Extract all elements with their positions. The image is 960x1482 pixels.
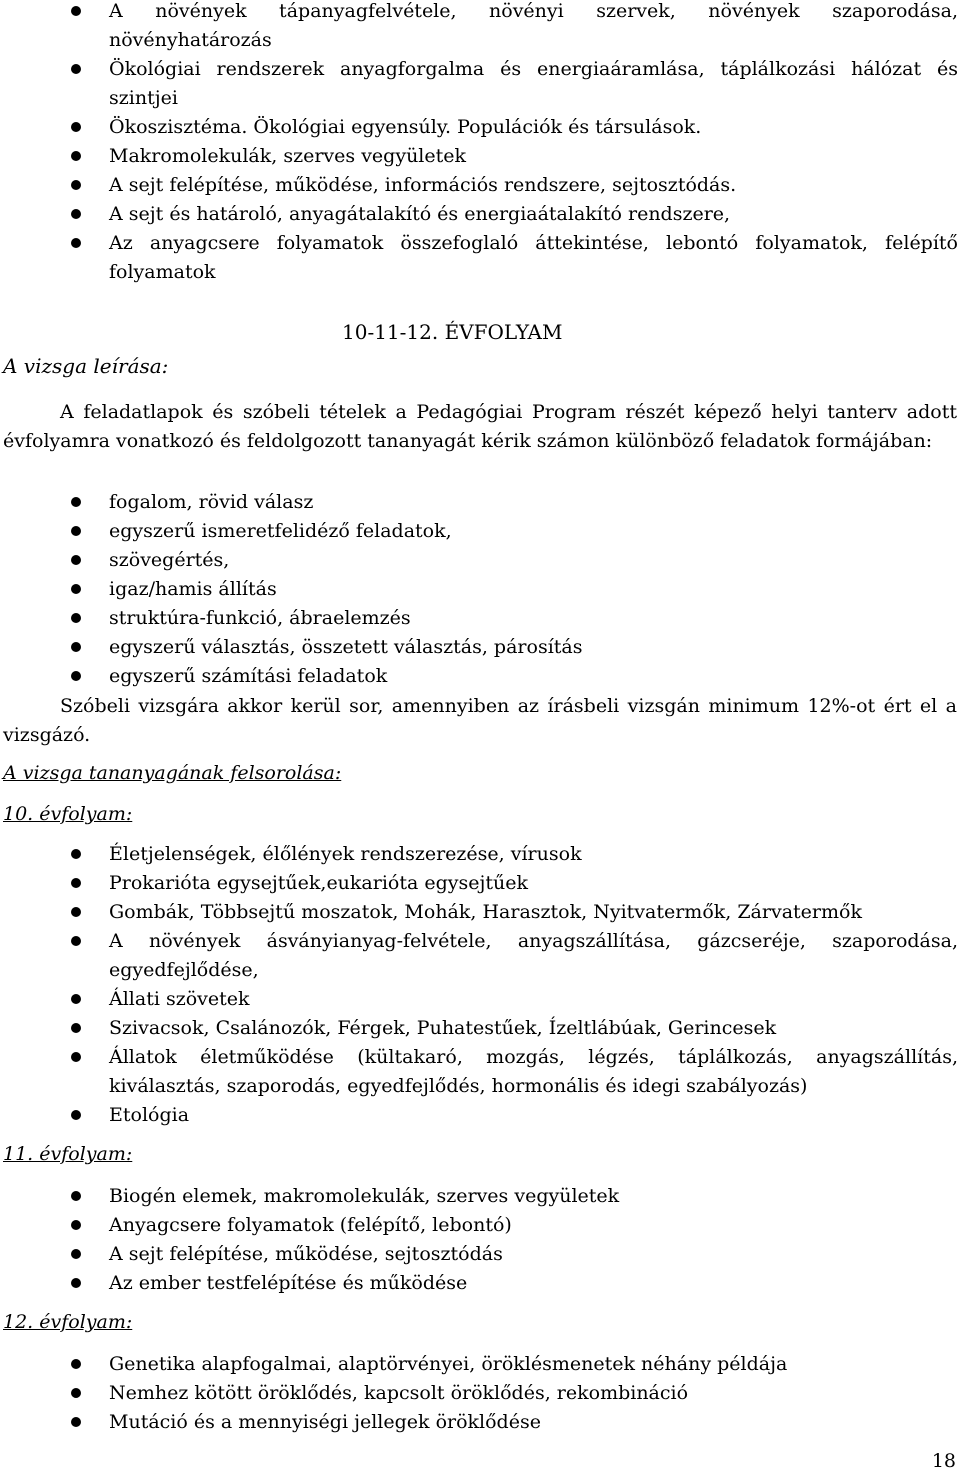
bullet-icon <box>71 151 81 161</box>
list-item-text: Anyagcsere folyamatok (felépítő, lebontó) <box>109 1214 512 1236</box>
bullet-icon <box>71 1249 81 1259</box>
list-item-text: Gombák, Többsejtű moszatok, Mohák, Harasztok, Nyitvatermők, Zárvatermők <box>109 901 862 923</box>
bullet-icon <box>71 1191 81 1201</box>
bullet-icon <box>71 613 81 623</box>
list-item-text: Az ember testfelépítése és működése <box>109 1272 468 1294</box>
bullet-icon <box>71 238 81 248</box>
grade-11-label: 11. évfolyam: <box>3 1143 133 1165</box>
list-item <box>0 1101 960 1130</box>
bullet-icon <box>71 994 81 1004</box>
bullet-icon <box>71 1359 81 1369</box>
list-item-text: fogalom, rövid válasz <box>109 491 314 513</box>
list-item <box>0 0 960 55</box>
bullet-icon <box>71 1417 81 1427</box>
list-item-text: igaz/hamis állítás <box>109 578 277 600</box>
list-item <box>0 575 960 604</box>
bullet-icon <box>71 526 81 536</box>
list-item <box>0 55 960 113</box>
intro-paragraph: A feladatlapok és szóbeli tételek a Pedagógiai Program részét képező helyi tanterv adott évfolyamra vonatkozó és feldolgozott tananyagát kérik számon különböző feladatok formájában: <box>3 401 957 452</box>
list-item-text: Állati szövetek <box>109 988 250 1010</box>
list-item-text: egyszerű választás, összetett választás, párosítás <box>109 636 583 658</box>
list-item <box>0 633 960 662</box>
grade-10-label: 10. évfolyam: <box>3 803 133 825</box>
list-item <box>0 229 960 287</box>
bullet-icon <box>71 849 81 859</box>
list-item-text: Ökológiai rendszerek anyagforgalma és energiaáramlása, táplálkozási hálózat és szintjei <box>109 58 958 109</box>
grade-10-block <box>0 840 960 1130</box>
page-number: 18 <box>931 1450 956 1472</box>
exam-description-label: A vizsga leírása: <box>3 354 169 378</box>
list-item <box>0 604 960 633</box>
grade-11-block <box>0 1182 960 1298</box>
list-item-text: Szivacsok, Csalánozók, Férgek, Puhatestűek, Ízeltlábúak, Gerincesek <box>109 1017 777 1039</box>
list-item <box>0 1043 960 1101</box>
list-item-text: struktúra-funkció, ábraelemzés <box>109 607 411 629</box>
list-item-text: Etológia <box>109 1104 190 1126</box>
list-item-text: Nemhez kötött öröklődés, kapcsolt öröklődés, rekombináció <box>109 1382 689 1404</box>
list-item-text: Makromolekulák, szerves vegyületek <box>109 145 467 167</box>
bullet-icon <box>71 209 81 219</box>
list-item <box>0 840 960 869</box>
grade-12-list <box>0 1350 960 1437</box>
bullet-icon <box>71 878 81 888</box>
grade-10-list <box>0 840 960 1130</box>
grade-12-block <box>0 1350 960 1437</box>
top-topic-list-block <box>0 0 960 287</box>
list-item <box>0 1269 960 1298</box>
list-item <box>0 662 960 691</box>
oral-exam-note: Szóbeli vizsgára akkor kerül sor, amennyiben az írásbeli vizsgán minimum 12%-ot ért el a vizsgázó. <box>3 695 957 746</box>
list-item-text: A sejt és határoló, anyagátalakító és energiaátalakító rendszere, <box>109 203 731 225</box>
grade-heading: 10-11-12. ÉVFOLYAM <box>342 320 563 344</box>
bullet-icon <box>71 936 81 946</box>
list-item-text: egyszerű számítási feladatok <box>109 665 388 687</box>
list-item <box>0 1350 960 1379</box>
list-item <box>0 1014 960 1043</box>
top-topic-list <box>0 0 960 287</box>
list-item <box>0 517 960 546</box>
list-item-text: Állatok életműködése (kültakaró, mozgás, légzés, táplálkozás, anyagszállítás, kiválasztás, szaporodás, egyedfejlődés, hormonális és idegi szabályozás) <box>109 1046 958 1097</box>
list-item <box>0 1379 960 1408</box>
bullet-icon <box>71 1052 81 1062</box>
list-item <box>0 546 960 575</box>
list-item-text: Az anyagcsere folyamatok összefoglaló áttekintése, lebontó folyamatok, felépítő folyamatok <box>109 232 958 283</box>
list-item <box>0 927 960 985</box>
list-item-text: szövegértés, <box>109 549 230 571</box>
bullet-icon <box>71 64 81 74</box>
bullet-icon <box>71 6 81 16</box>
bullet-icon <box>71 122 81 132</box>
bullet-icon <box>71 907 81 917</box>
list-item <box>0 985 960 1014</box>
grade-11-list <box>0 1182 960 1298</box>
task-types-list <box>0 488 960 691</box>
list-item <box>0 171 960 200</box>
list-item <box>0 200 960 229</box>
list-item-text: egyszerű ismeretfelidéző feladatok, <box>109 520 452 542</box>
list-item <box>0 113 960 142</box>
list-item <box>0 1408 960 1437</box>
list-item-text: A sejt felépítése, működése, sejtosztódás <box>109 1243 503 1265</box>
grade-12-label: 12. évfolyam: <box>3 1311 133 1333</box>
list-item <box>0 869 960 898</box>
curriculum-heading: A vizsga tananyagának felsorolása: <box>3 762 342 784</box>
bullet-icon <box>71 555 81 565</box>
list-item-text: Mutáció és a mennyiségi jellegek öröklődése <box>109 1411 541 1433</box>
bullet-icon <box>71 1278 81 1288</box>
list-item-text: Életjelenségek, élőlények rendszerezése, vírusok <box>109 843 582 865</box>
bullet-icon <box>71 584 81 594</box>
list-item-text: A növények ásványianyag-felvétele, anyagszállítása, gázcseréje, szaporodása, egyedfejlődése, <box>109 930 958 981</box>
bullet-icon <box>71 1110 81 1120</box>
list-item-text: Ökoszisztéma. Ökológiai egyensúly. Populációk és társulások. <box>109 116 702 138</box>
list-item <box>0 142 960 171</box>
bullet-icon <box>71 671 81 681</box>
bullet-icon <box>71 1388 81 1398</box>
list-item-text: A növények tápanyagfelvétele, növényi szervek, növények szaporodása, növényhatározás <box>109 0 958 51</box>
bullet-icon <box>71 1023 81 1033</box>
list-item-text: Biogén elemek, makromolekulák, szerves vegyületek <box>109 1185 620 1207</box>
list-item-text: A sejt felépítése, működése, információs rendszere, sejtosztódás. <box>109 174 737 196</box>
task-types-block <box>0 488 960 691</box>
list-item <box>0 488 960 517</box>
bullet-icon <box>71 1220 81 1230</box>
bullet-icon <box>71 180 81 190</box>
list-item-text: Genetika alapfogalmai, alaptörvényei, öröklésmenetek néhány példája <box>109 1353 788 1375</box>
list-item <box>0 1182 960 1211</box>
list-item <box>0 898 960 927</box>
list-item-text: Prokarióta egysejtűek,eukarióta egysejtűek <box>109 872 529 894</box>
bullet-icon <box>71 497 81 507</box>
bullet-icon <box>71 642 81 652</box>
list-item <box>0 1211 960 1240</box>
list-item <box>0 1240 960 1269</box>
